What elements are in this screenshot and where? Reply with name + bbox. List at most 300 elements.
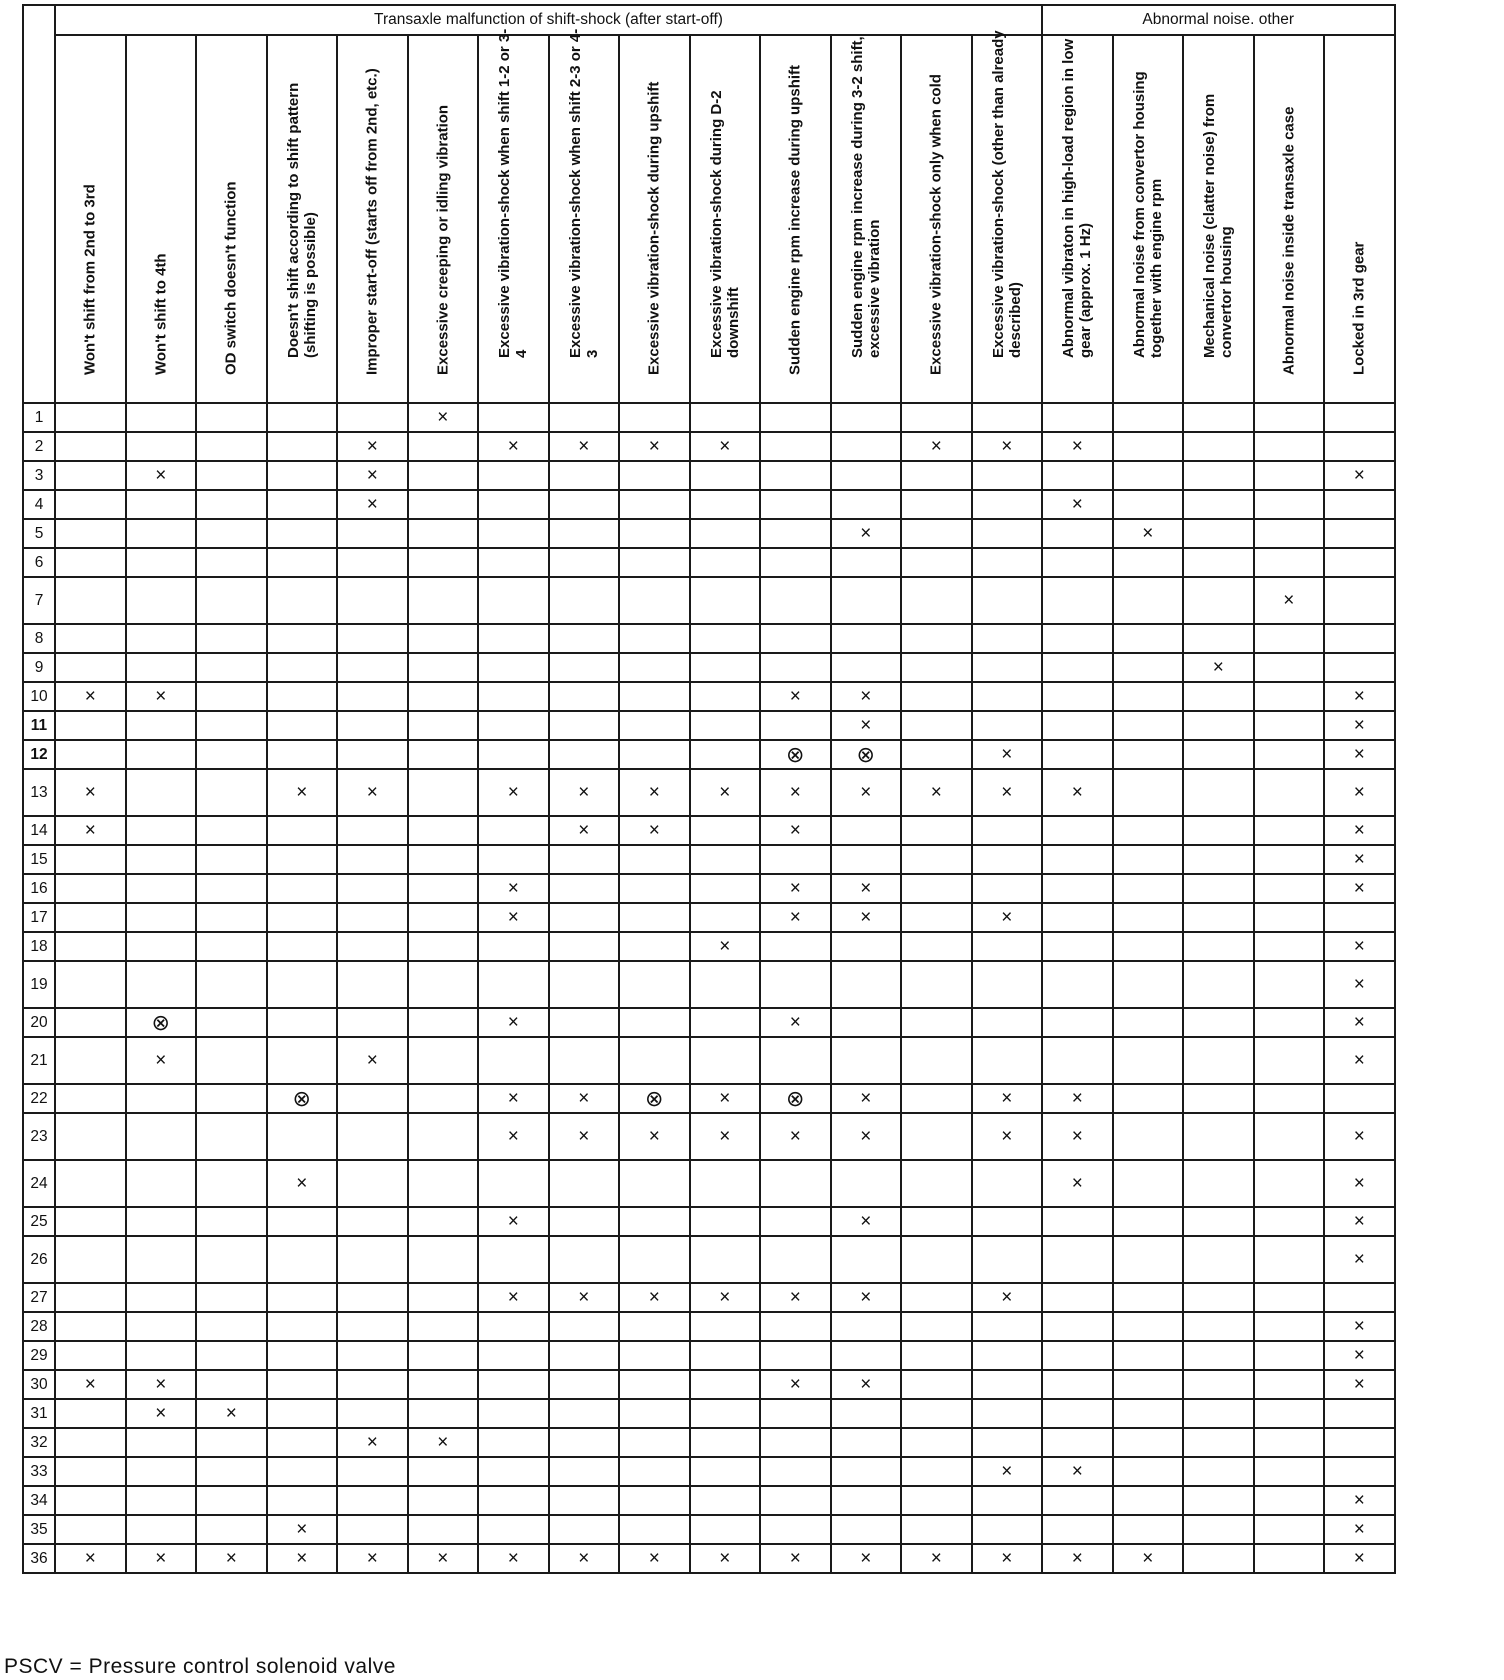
table-cell <box>1183 1515 1254 1544</box>
table-cell <box>831 1037 902 1084</box>
table-cell <box>1113 1341 1184 1370</box>
table-cell <box>126 769 197 816</box>
table-cell <box>690 653 761 682</box>
table-cell <box>1254 1113 1325 1160</box>
table-cell <box>1183 769 1254 816</box>
row-number: 15 <box>23 845 55 874</box>
table-cell <box>408 1084 479 1113</box>
table-cell <box>1042 961 1113 1008</box>
table-cell <box>126 903 197 932</box>
table-cell <box>619 577 690 624</box>
table-cell <box>831 1236 902 1283</box>
row-number: 19 <box>23 961 55 1008</box>
table-cell <box>196 903 267 932</box>
table-row <box>23 682 1395 711</box>
table-cell <box>55 1457 126 1486</box>
table-cell <box>549 1236 620 1283</box>
table-cell <box>196 816 267 845</box>
table-cell <box>408 932 479 961</box>
table-cell <box>690 874 761 903</box>
table-cell: × <box>1324 1160 1395 1207</box>
table-cell <box>196 490 267 519</box>
table-cell <box>1324 653 1395 682</box>
column-header-label: Excessive vibration-shock only when cold <box>927 74 945 375</box>
column-header-label: Abnormal noise inside transaxle case <box>1280 106 1298 375</box>
table-cell <box>408 903 479 932</box>
table-cell: × <box>831 1370 902 1399</box>
table-cell <box>126 519 197 548</box>
table-cell <box>196 1341 267 1370</box>
table-cell <box>1254 1341 1325 1370</box>
table-row <box>23 1515 1395 1544</box>
table-cell <box>1042 740 1113 769</box>
table-cell <box>267 1113 338 1160</box>
table-cell <box>126 577 197 624</box>
table-cell <box>901 874 972 903</box>
table-cell <box>831 816 902 845</box>
table-cell <box>901 624 972 653</box>
table-cell <box>478 548 549 577</box>
table-cell: × <box>1324 1207 1395 1236</box>
table-row <box>23 624 1395 653</box>
table-cell <box>1324 432 1395 461</box>
table-cell <box>619 1457 690 1486</box>
table-cell <box>478 740 549 769</box>
table-cell <box>1254 1236 1325 1283</box>
diagnosis-chart <box>22 4 1396 1574</box>
table-cell <box>267 1457 338 1486</box>
table-cell <box>408 1113 479 1160</box>
table-cell <box>619 961 690 1008</box>
table-cell <box>1113 769 1184 816</box>
table-cell <box>690 548 761 577</box>
row-number: 24 <box>23 1160 55 1207</box>
table-cell <box>1183 816 1254 845</box>
table-cell <box>1324 1283 1395 1312</box>
table-cell <box>901 653 972 682</box>
table-cell <box>1183 903 1254 932</box>
table-cell <box>1324 1399 1395 1428</box>
table-cell <box>831 932 902 961</box>
column-header <box>549 28 620 403</box>
table-cell <box>1254 1283 1325 1312</box>
table-cell <box>337 1486 408 1515</box>
column-header <box>1113 35 1184 403</box>
column-header-label: Excessive vibration-shock when shift 2-3 or 4-3 <box>566 28 601 358</box>
column-header-label: Doesn't shift according to shift pattern (shifting is possible) <box>284 82 319 358</box>
table-cell <box>337 740 408 769</box>
table-cell <box>549 519 620 548</box>
table-cell: × <box>549 1283 620 1312</box>
row-number: 11 <box>23 711 55 740</box>
row-number: 4 <box>23 490 55 519</box>
table-cell: × <box>831 903 902 932</box>
table-cell <box>55 845 126 874</box>
table-cell <box>337 1457 408 1486</box>
table-cell <box>126 490 197 519</box>
table-cell <box>831 1486 902 1515</box>
table-cell <box>1254 1084 1325 1113</box>
table-cell: × <box>1324 740 1395 769</box>
table-cell <box>337 519 408 548</box>
table-cell: ⊗ <box>126 1008 197 1037</box>
column-header <box>831 35 902 403</box>
table-cell <box>1042 874 1113 903</box>
table-cell <box>55 740 126 769</box>
table-cell: × <box>55 682 126 711</box>
table-cell <box>55 1341 126 1370</box>
table-cell <box>901 1207 972 1236</box>
table-cell <box>1042 1312 1113 1341</box>
column-header <box>408 35 479 403</box>
table-cell: × <box>972 1457 1043 1486</box>
table-cell <box>408 577 479 624</box>
table-cell <box>1254 519 1325 548</box>
table-cell <box>549 1515 620 1544</box>
table-cell <box>126 403 197 432</box>
table-cell <box>267 874 338 903</box>
row-number: 31 <box>23 1399 55 1428</box>
table-cell: × <box>126 1544 197 1573</box>
table-row <box>23 403 1395 432</box>
table-cell <box>55 490 126 519</box>
table-cell <box>549 1341 620 1370</box>
table-cell <box>549 1399 620 1428</box>
table-cell: × <box>760 769 831 816</box>
table-cell <box>831 1428 902 1457</box>
column-header-label: Excessive creeping or idling vibration <box>434 104 452 375</box>
table-cell <box>1183 490 1254 519</box>
table-cell <box>1113 1008 1184 1037</box>
table-cell <box>337 874 408 903</box>
column-header-label: Mechanical noise (clatter noise) from convertor housing <box>1201 93 1236 358</box>
table-cell <box>1042 624 1113 653</box>
table-cell <box>1254 653 1325 682</box>
table-cell: × <box>549 1084 620 1113</box>
table-cell <box>126 845 197 874</box>
table-cell <box>619 711 690 740</box>
table-cell <box>126 1283 197 1312</box>
table-cell <box>690 1207 761 1236</box>
table-cell <box>690 1486 761 1515</box>
table-cell <box>690 961 761 1008</box>
table-cell <box>831 490 902 519</box>
table-cell <box>196 932 267 961</box>
row-number: 13 <box>23 769 55 816</box>
table-cell <box>619 1160 690 1207</box>
table-cell <box>901 1008 972 1037</box>
table-cell: × <box>972 769 1043 816</box>
table-cell <box>478 1160 549 1207</box>
table-cell <box>1254 1008 1325 1037</box>
table-cell <box>1324 1084 1395 1113</box>
table-cell: × <box>619 1283 690 1312</box>
table-cell <box>196 1428 267 1457</box>
table-cell <box>549 682 620 711</box>
table-cell <box>1254 461 1325 490</box>
table-cell: × <box>337 1428 408 1457</box>
table-cell <box>126 874 197 903</box>
table-cell <box>901 961 972 1008</box>
table-cell <box>267 1207 338 1236</box>
table-cell <box>831 1457 902 1486</box>
table-cell <box>760 653 831 682</box>
table-cell <box>478 1399 549 1428</box>
table-cell: × <box>760 816 831 845</box>
table-cell <box>831 1312 902 1341</box>
table-cell: ⊗ <box>619 1084 690 1113</box>
table-cell: × <box>831 874 902 903</box>
table-cell <box>1113 874 1184 903</box>
table-row <box>23 1207 1395 1236</box>
table-cell <box>408 519 479 548</box>
table-cell <box>619 903 690 932</box>
table-cell <box>126 961 197 1008</box>
column-header-label: Sudden engine rpm increase during 3-2 shift, excessive vibration <box>848 36 883 358</box>
table-cell <box>760 1341 831 1370</box>
table-cell <box>972 1207 1043 1236</box>
table-cell <box>1254 740 1325 769</box>
table-cell <box>196 432 267 461</box>
table-cell <box>690 1370 761 1399</box>
table-cell <box>1183 1341 1254 1370</box>
table-cell: × <box>1324 1370 1395 1399</box>
table-cell <box>196 769 267 816</box>
table-cell <box>901 490 972 519</box>
table-cell: × <box>1324 1008 1395 1037</box>
table-cell <box>267 845 338 874</box>
table-cell <box>1324 1428 1395 1457</box>
table-cell <box>690 1515 761 1544</box>
table-cell <box>1324 403 1395 432</box>
corner-cell <box>23 5 55 403</box>
table-cell <box>690 740 761 769</box>
table-cell: × <box>690 1544 761 1573</box>
table-cell: × <box>478 1084 549 1113</box>
table-cell: × <box>690 932 761 961</box>
table-cell: × <box>760 682 831 711</box>
table-cell <box>267 403 338 432</box>
table-cell <box>267 461 338 490</box>
table-cell <box>831 1399 902 1428</box>
table-cell <box>267 432 338 461</box>
table-cell <box>1183 1283 1254 1312</box>
column-header-label: Won't shift to 4th <box>152 253 170 375</box>
table-cell: × <box>408 403 479 432</box>
table-cell: × <box>1324 1113 1395 1160</box>
table-cell <box>972 1399 1043 1428</box>
table-cell: × <box>901 769 972 816</box>
table-cell: × <box>760 1370 831 1399</box>
table-cell: × <box>267 769 338 816</box>
table-cell <box>901 1399 972 1428</box>
table-cell <box>55 932 126 961</box>
table-cell <box>760 1457 831 1486</box>
table-cell: × <box>690 1113 761 1160</box>
column-header <box>337 35 408 403</box>
table-cell: × <box>690 769 761 816</box>
column-header <box>619 35 690 403</box>
table-cell <box>337 682 408 711</box>
table-cell <box>126 711 197 740</box>
table-cell <box>972 490 1043 519</box>
table-cell <box>901 816 972 845</box>
table-cell: × <box>55 1544 126 1573</box>
row-number: 36 <box>23 1544 55 1573</box>
table-cell <box>1042 1236 1113 1283</box>
table-cell <box>55 903 126 932</box>
table-cell <box>1183 1037 1254 1084</box>
row-number: 34 <box>23 1486 55 1515</box>
table-cell <box>1042 1370 1113 1399</box>
table-cell: × <box>1324 1341 1395 1370</box>
table-cell: × <box>972 1283 1043 1312</box>
table-cell <box>1042 1008 1113 1037</box>
table-cell <box>55 1486 126 1515</box>
table-cell <box>126 1428 197 1457</box>
table-cell <box>196 1008 267 1037</box>
table-cell <box>1042 1283 1113 1312</box>
table-cell <box>972 1515 1043 1544</box>
table-cell <box>901 711 972 740</box>
table-cell <box>1254 816 1325 845</box>
table-cell <box>619 403 690 432</box>
footnote: PSCV = Pressure control solenoid valve <box>4 1655 396 1678</box>
table-cell <box>1254 432 1325 461</box>
table-cell <box>760 1037 831 1084</box>
table-cell <box>1042 1428 1113 1457</box>
column-header-label: Excessive vibration-shock when shift 1-2 or 3-4 <box>496 28 531 358</box>
table-cell <box>337 653 408 682</box>
table-cell <box>1254 403 1325 432</box>
table-cell: × <box>1042 1160 1113 1207</box>
table-cell <box>760 711 831 740</box>
table-cell <box>1254 769 1325 816</box>
column-header <box>760 35 831 403</box>
table-cell <box>972 1428 1043 1457</box>
table-cell: × <box>972 1084 1043 1113</box>
table-cell <box>337 548 408 577</box>
table-cell <box>1324 624 1395 653</box>
table-cell <box>760 1515 831 1544</box>
row-number: 33 <box>23 1457 55 1486</box>
table-cell <box>1042 653 1113 682</box>
table-cell <box>549 653 620 682</box>
table-cell <box>196 1312 267 1341</box>
table-cell <box>760 519 831 548</box>
table-cell: × <box>337 1037 408 1084</box>
table-cell <box>690 1312 761 1341</box>
table-cell: × <box>126 1370 197 1399</box>
table-cell <box>337 845 408 874</box>
table-cell: × <box>760 1544 831 1573</box>
table-cell <box>337 624 408 653</box>
table-cell <box>126 1515 197 1544</box>
table-cell <box>1254 1486 1325 1515</box>
table-cell <box>619 624 690 653</box>
table-cell <box>55 1113 126 1160</box>
row-number: 23 <box>23 1113 55 1160</box>
table-cell <box>196 1160 267 1207</box>
table-cell <box>549 490 620 519</box>
table-cell: × <box>831 1544 902 1573</box>
table-cell <box>972 577 1043 624</box>
table-cell <box>1042 682 1113 711</box>
table-cell <box>1113 1037 1184 1084</box>
table-cell <box>126 932 197 961</box>
table-cell <box>196 1084 267 1113</box>
table-cell <box>619 1207 690 1236</box>
group-header: Transaxle malfunction of shift-shock (after start-off) <box>55 5 1042 35</box>
table-cell <box>478 961 549 1008</box>
table-cell <box>619 1008 690 1037</box>
table-cell <box>196 874 267 903</box>
table-cell <box>831 548 902 577</box>
table-cell <box>619 1236 690 1283</box>
table-cell <box>1113 432 1184 461</box>
table-cell <box>901 740 972 769</box>
table-cell <box>619 1037 690 1084</box>
table-cell: × <box>549 432 620 461</box>
table-cell <box>267 816 338 845</box>
table-cell <box>1042 548 1113 577</box>
table-cell: × <box>549 1113 620 1160</box>
table-cell: × <box>1042 1113 1113 1160</box>
table-cell <box>1183 932 1254 961</box>
table-cell <box>1113 961 1184 1008</box>
table-cell <box>267 624 338 653</box>
table-cell: × <box>760 874 831 903</box>
table-row <box>23 1084 1395 1113</box>
table-cell <box>478 1428 549 1457</box>
table-cell <box>478 1515 549 1544</box>
table-cell <box>901 1341 972 1370</box>
table-cell <box>126 1113 197 1160</box>
table-cell <box>126 816 197 845</box>
table-cell <box>1113 740 1184 769</box>
table-cell <box>1042 403 1113 432</box>
table-cell <box>690 1428 761 1457</box>
table-cell <box>901 519 972 548</box>
table-cell <box>337 1160 408 1207</box>
table-cell <box>1183 577 1254 624</box>
table-cell <box>196 577 267 624</box>
table-cell <box>1113 903 1184 932</box>
table-cell <box>337 1312 408 1341</box>
table-cell <box>1113 1283 1184 1312</box>
column-header-label: Sudden engine rpm increase during upshift <box>786 64 804 375</box>
table-cell <box>760 490 831 519</box>
table-cell: × <box>337 769 408 816</box>
table-row <box>23 1236 1395 1283</box>
table-cell <box>337 1236 408 1283</box>
table-cell <box>1113 932 1184 961</box>
table-cell <box>619 740 690 769</box>
table-cell <box>549 548 620 577</box>
table-cell <box>1324 577 1395 624</box>
table-cell <box>55 432 126 461</box>
table-cell: × <box>619 432 690 461</box>
table-cell <box>408 682 479 711</box>
table-cell <box>760 432 831 461</box>
table-cell <box>760 577 831 624</box>
table-cell <box>1183 1160 1254 1207</box>
table-cell <box>1183 1236 1254 1283</box>
table-cell <box>478 403 549 432</box>
table-cell <box>55 548 126 577</box>
table-cell <box>267 1486 338 1515</box>
table-cell <box>126 1236 197 1283</box>
